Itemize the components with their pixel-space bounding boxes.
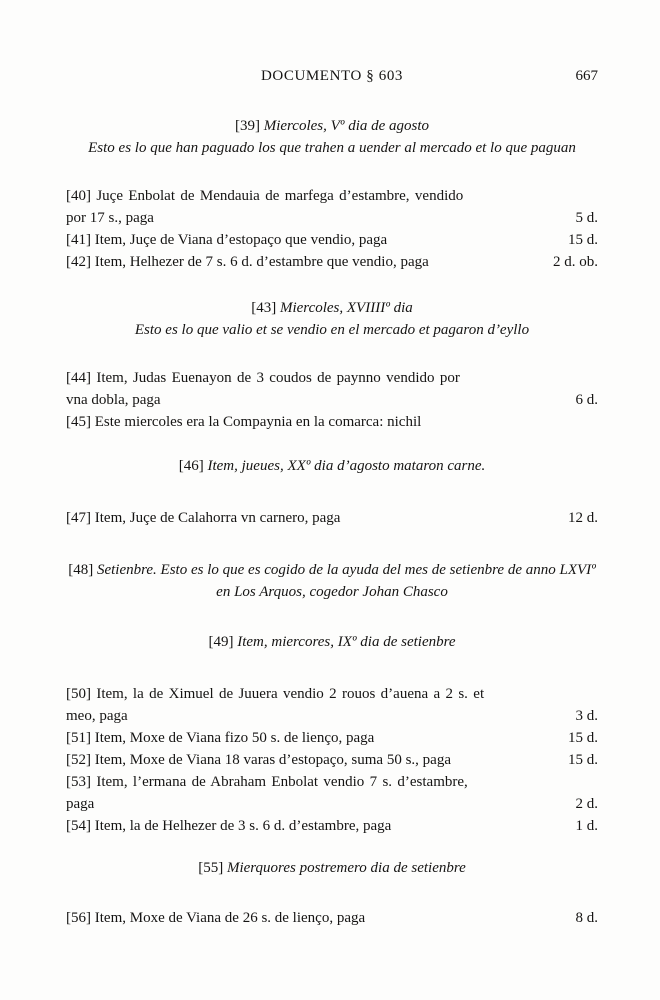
entry-number: [55] [198, 860, 227, 876]
entry-number: [52] [66, 752, 95, 768]
entry-amount: 3 d. [575, 708, 598, 724]
section-heading [66, 559, 598, 603]
entry-text [66, 727, 598, 749]
document-content [66, 115, 598, 929]
entry-row [66, 683, 598, 727]
section-heading [66, 115, 598, 159]
heading-text: Mierquores postremero dia de setienbre [226, 860, 466, 876]
entry-row [66, 367, 598, 411]
entry-line: [51] Item, Moxe de Viana fizo 50 s. de lienço, paga [66, 730, 375, 746]
heading-text: Esto es lo que han paguado los que trahen a uender al mercado et lo que paguan [88, 140, 576, 156]
entry-number: [50] [66, 686, 97, 702]
document-title: DOCUMENTO § 603 [260, 68, 404, 84]
heading-text: Esto es lo que valio et se vendio en el mercado et pagaron d’eyllo [134, 322, 530, 338]
entry-row [66, 771, 598, 815]
entry-number: [42] [66, 254, 95, 270]
entry-text [66, 507, 598, 529]
entry-row [66, 507, 598, 529]
entry-row [66, 749, 598, 771]
entry-line: paga [66, 796, 95, 812]
entry-text [66, 907, 598, 929]
entries-group [66, 367, 598, 433]
entries-group [66, 185, 598, 273]
entry-number: [51] [66, 730, 95, 746]
entry-amount: 15 d. [568, 232, 598, 248]
entry-row [66, 907, 598, 929]
heading-line [66, 631, 598, 653]
entry-line: [45] Este miercoles era la Compaynia en la comarca: nichil [66, 414, 422, 430]
heading-text: Setienbre. Esto es lo que es cogido de la ayuda del mes de setienbre de anno LXVIº [96, 562, 596, 578]
entry-number: [40] [66, 188, 97, 204]
section-heading [66, 631, 598, 653]
entry-line: [53] Item, l’ermana de Abraham Enbolat vendio 7 s. d’estambre, [66, 774, 468, 790]
heading-text: Miercoles, Vº dia de agosto [263, 118, 430, 134]
heading-line [66, 297, 598, 319]
entry-text [66, 367, 598, 411]
entry-text [66, 683, 598, 727]
entries-group [66, 507, 598, 529]
section-heading [66, 297, 598, 341]
heading-text: Item, jueues, XXº dia d’agosto mataron carne. [207, 458, 486, 474]
entry-amount: 15 d. [568, 752, 598, 768]
entry-number: [45] [66, 414, 95, 430]
heading-line [66, 137, 598, 159]
entry-number: [56] [66, 910, 95, 926]
entry-line: [50] Item, la de Ximuel de Juuera vendio 2 rouos d’auena a 2 s. et [66, 686, 485, 702]
entry-line: por 17 s., paga [66, 210, 154, 226]
entry-row [66, 185, 598, 229]
heading-line [66, 559, 598, 581]
entry-number: [54] [66, 818, 95, 834]
entry-number: [48] [68, 562, 97, 578]
entry-text [66, 771, 598, 815]
entry-line: vna dobla, paga [66, 392, 161, 408]
entry-amount: 12 d. [568, 510, 598, 526]
entry-amount: 2 d. ob. [553, 254, 598, 270]
entry-number: [44] [66, 370, 97, 386]
entry-text [66, 185, 598, 229]
entry-text [66, 251, 598, 273]
entry-line: meo, paga [66, 708, 128, 724]
entry-amount: 6 d. [575, 392, 598, 408]
heading-text: Miercoles, XVIIIIº dia [279, 300, 413, 316]
entry-amount: 2 d. [575, 796, 598, 812]
entry-number: [53] [66, 774, 97, 790]
entry-number: [41] [66, 232, 95, 248]
heading-text: Item, miercores, IXº dia de setienbre [237, 634, 456, 650]
entry-line: [40] Juçe Enbolat de Mendauia de marfega d’estambre, vendido [66, 188, 464, 204]
entry-row [66, 727, 598, 749]
entry-text [66, 229, 598, 251]
entry-text [66, 411, 598, 433]
entry-line: [56] Item, Moxe de Viana de 26 s. de lienço, paga [66, 910, 366, 926]
entry-line: [47] Item, Juçe de Calahorra vn carnero, paga [66, 510, 341, 526]
entry-line: [54] Item, la de Helhezer de 3 s. 6 d. d’estambre, paga [66, 818, 392, 834]
section-heading [66, 455, 598, 477]
entry-number: [49] [208, 634, 238, 650]
heading-line [66, 857, 598, 879]
entry-number: [47] [66, 510, 95, 526]
heading-text: en Los Arquos, cogedor Johan Chasco [216, 584, 448, 600]
entry-amount: 15 d. [568, 730, 598, 746]
heading-line [66, 319, 598, 341]
entry-line: [41] Item, Juçe de Viana d’estopaço que vendio, paga [66, 232, 388, 248]
heading-line [66, 455, 598, 477]
entry-row [66, 251, 598, 273]
entry-line: [44] Item, Judas Euenayon de 3 coudos de paynno vendido por [66, 370, 460, 386]
entries-group [66, 907, 598, 929]
entry-number: [39] [234, 118, 264, 134]
entry-amount: 8 d. [575, 910, 598, 926]
heading-line [66, 581, 598, 603]
entries-group [66, 683, 598, 837]
entry-number: [46] [178, 458, 208, 474]
entry-row [66, 815, 598, 837]
entry-line: [52] Item, Moxe de Viana 18 varas d’estopaço, suma 50 s., paga [66, 752, 451, 768]
section-heading [66, 857, 598, 879]
running-head [66, 65, 598, 87]
entry-text [66, 815, 598, 837]
entry-line: [42] Item, Helhezer de 7 s. 6 d. d’estambre que vendio, paga [66, 254, 429, 270]
entry-row [66, 411, 598, 433]
heading-line [66, 115, 598, 137]
entry-row [66, 229, 598, 251]
entry-amount: 5 d. [575, 210, 598, 226]
entry-text [66, 749, 598, 771]
entry-amount: 1 d. [575, 818, 598, 834]
page-number: 667 [575, 68, 598, 84]
entry-number: [43] [251, 300, 280, 316]
